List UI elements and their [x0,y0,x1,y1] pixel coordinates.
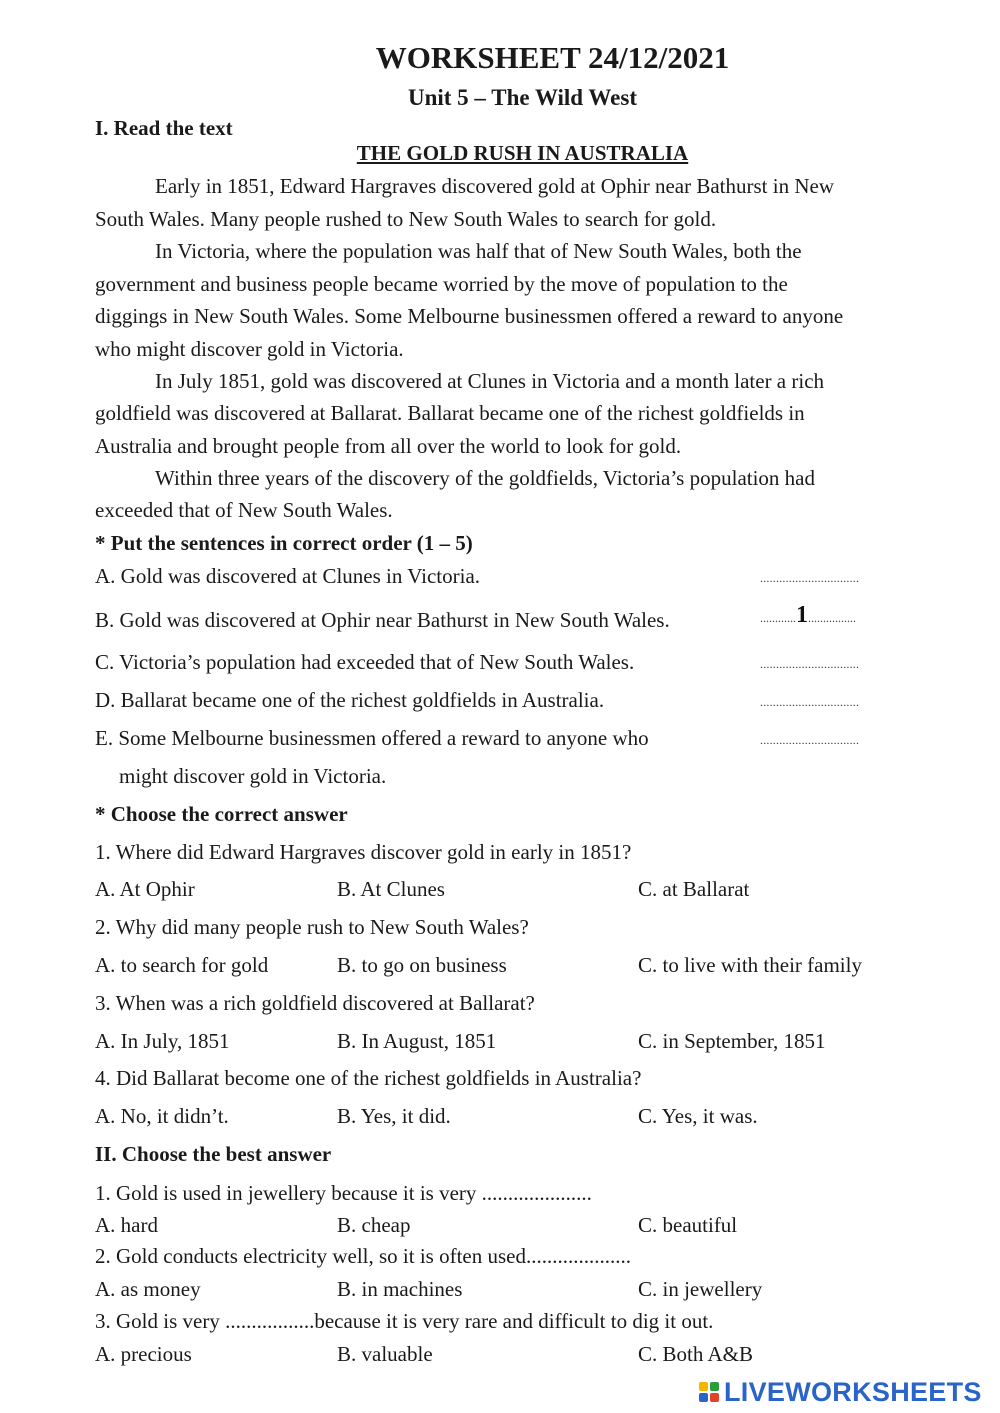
passage-line: diggings in New South Wales. Some Melbourne businessmen offered a reward to anyone [95,304,844,328]
s2-q1-option-c[interactable]: C. beautiful [638,1213,738,1237]
s2-question-3: 3. Gold is very .................because it is very rare and difficult to dig it out. [95,1309,714,1333]
blank-dots: ................ [808,611,856,625]
s2-q2-option-a[interactable]: A. as money [95,1277,201,1301]
passage-line: In July 1851, gold was discovered at Clunes in Victoria and a month later a rich [155,369,825,393]
passage-line: Early in 1851, Edward Hargraves discovered gold at Ophir near Bathurst in New [155,174,835,198]
unit-subtitle: Unit 5 – The Wild West [407,85,637,110]
answer-blank-b[interactable] [760,602,856,629]
order-item-a: A. Gold was discovered at Clunes in Victoria. [95,564,481,588]
order-item-b: B. Gold was discovered at Ophir near Bathurst in New South Wales. [95,608,670,632]
order-task-heading: * Put the sentences in correct order (1 – 5) [95,531,473,555]
question-1: 1. Where did Edward Hargraves discover gold in early in 1851? [95,840,632,864]
passage-line: who might discover gold in Victoria. [95,337,404,361]
section-2-heading: II. Choose the best answer [95,1142,332,1166]
q4-option-a[interactable]: A. No, it didn’t. [95,1104,229,1128]
choose-task-heading: * Choose the correct answer [95,802,348,826]
answer-blank-a[interactable]: ............................... [760,571,860,585]
q4-option-c[interactable]: C. Yes, it was. [638,1104,758,1128]
logo-square [710,1393,719,1402]
section-1-heading: I. Read the text [95,116,233,140]
q2-option-b[interactable]: B. to go on business [337,953,507,977]
logo-square [699,1382,708,1391]
s2-question-1: 1. Gold is used in jewellery because it is very ..................... [95,1181,592,1205]
passage-line: goldfield was discovered at Ballarat. Ballarat became one of the richest goldfields in [95,401,805,425]
q2-option-a[interactable]: A. to search for gold [95,953,269,977]
worksheet-title: WORKSHEET 24/12/2021 [375,40,730,75]
q4-option-b[interactable]: B. Yes, it did. [337,1104,451,1128]
order-item-d: D. Ballarat became one of the richest goldfields in Australia. [95,688,605,712]
q3-option-b[interactable]: B. In August, 1851 [337,1029,497,1053]
s2-q1-option-a[interactable]: A. hard [95,1213,158,1237]
q1-option-c[interactable]: C. at Ballarat [638,877,750,901]
passage-line: South Wales. Many people rushed to New South Wales to search for gold. [95,207,717,231]
q2-option-c[interactable]: C. to live with their family [638,953,862,977]
s2-q3-option-a[interactable]: A. precious [95,1342,192,1366]
answer-blank-e[interactable]: ............................... [760,733,860,747]
passage-title: THE GOLD RUSH IN AUSTRALIA [356,141,689,165]
q3-option-a[interactable]: A. In July, 1851 [95,1029,230,1053]
question-4: 4. Did Ballarat become one of the richest goldfields in Australia? [95,1066,642,1090]
answer-blank-d[interactable]: ............................... [760,695,860,709]
s2-question-2: 2. Gold conducts electricity well, so it is often used.................... [95,1244,631,1268]
liveworksheets-icon [698,1381,720,1403]
logo-square [699,1393,708,1402]
example-answer: 1 [796,602,808,628]
passage-line: exceeded that of New South Wales. [95,498,393,522]
s2-q3-option-c[interactable]: C. Both A&B [638,1342,753,1366]
order-item-e: E. Some Melbourne businessmen offered a reward to anyone who [95,726,649,750]
s2-q3-option-b[interactable]: B. valuable [337,1342,433,1366]
s2-q2-option-b[interactable]: B. in machines [337,1277,463,1301]
order-item-e-continued: might discover gold in Victoria. [119,764,387,788]
s2-q2-option-c[interactable]: C. in jewellery [638,1277,763,1301]
passage-line: Australia and brought people from all over the world to look for gold. [95,434,682,458]
passage-line: Within three years of the discovery of the goldfields, Victoria’s population had [155,466,816,490]
q1-option-a[interactable]: A. At Ophir [95,877,195,901]
q1-option-b[interactable]: B. At Clunes [337,877,445,901]
answer-blank-c[interactable]: ............................... [760,657,860,671]
passage-line: government and business people became worried by the move of population to the [95,272,788,296]
liveworksheets-logo [698,1375,982,1409]
blank-dots: ............ [760,611,796,625]
order-item-c: C. Victoria’s population had exceeded that of New South Wales. [95,650,635,674]
s2-q1-option-b[interactable]: B. cheap [337,1213,411,1237]
question-2: 2. Why did many people rush to New South Wales? [95,915,529,939]
logo-square [710,1382,719,1391]
logo-text: LIVEWORKSHEETS [724,1376,982,1407]
q3-option-c[interactable]: C. in September, 1851 [638,1029,826,1053]
passage-line: In Victoria, where the population was half that of New South Wales, both the [155,239,802,263]
question-3: 3. When was a rich goldfield discovered at Ballarat? [95,991,535,1015]
